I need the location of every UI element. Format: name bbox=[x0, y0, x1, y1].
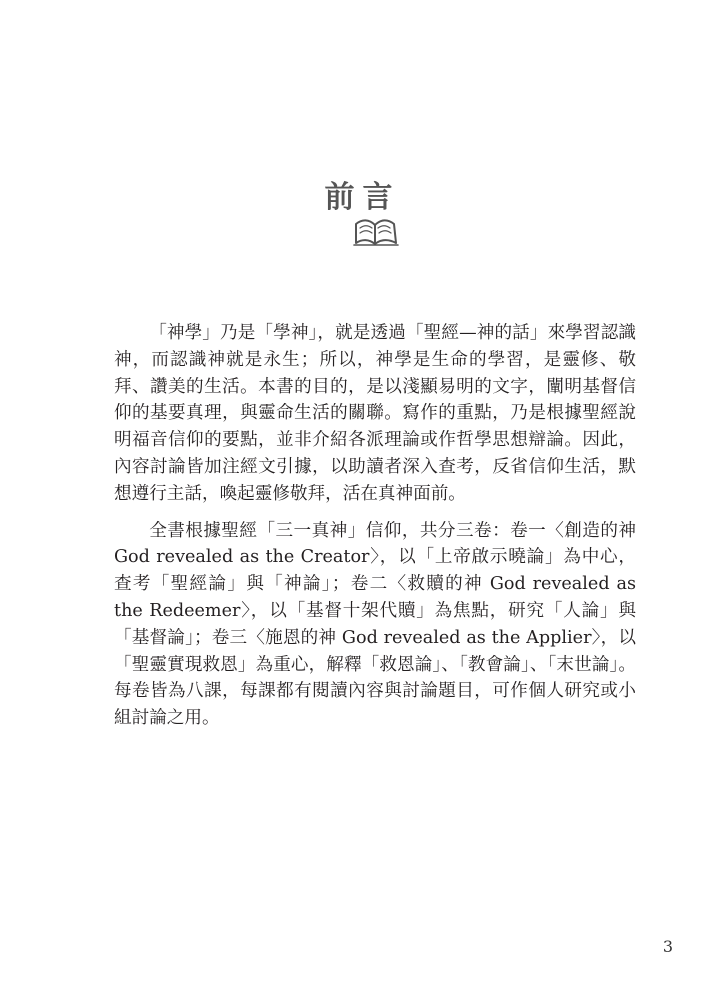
paragraph-1: 「神學」乃是「學神」，就是透過「聖經—神的話」來學習認識神，而認識神就是永生；所以，神學是生命的學習，是靈修、敬拜、讚美的生活。本書的目的，是以淺顯易明的文字，闡明基督信仰的基要真理，與靈命生活的關聯。寫作的重點，乃是根據聖經說明福音信仰的要點，並非介紹各派理論或作哲學思想辯論。因此，內容討論皆加注經文引據，以助讀者深入查考，反省信仰生活，默想遵行主話，喚起靈修敬拜，活在真神面前。 bbox=[114, 323, 636, 504]
paragraph-2: 全書根據聖經「三一真神」信仰，共分三卷：卷一〈創造的神 God revealed as the Creator〉，以「上帝啟示曉論」為中心，查考「聖經論」與「神論」；卷二〈救贖的神 God revealed as the Redeemer〉，以「基督十架代贖」為焦點，研究「人論」與「基督論」；卷三〈施恩的神 God revealed as the Applier〉，以「聖靈實現救恩」為重心，解釋「救恩論」、「教會論」、「末世論」。每卷皆為八課，每課都有閱讀內容與討論題目，可作個人研究或小組討論之用。 bbox=[114, 520, 636, 729]
page-number: 3 bbox=[662, 937, 673, 956]
open-book-icon bbox=[353, 216, 399, 248]
page-title: 前言 bbox=[324, 180, 401, 215]
body-text bbox=[114, 320, 636, 732]
